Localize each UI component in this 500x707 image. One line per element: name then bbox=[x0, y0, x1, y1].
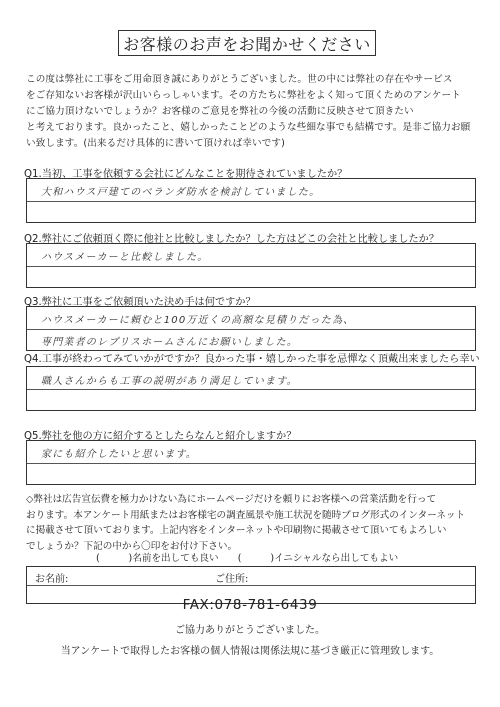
intro-line: をご存知ないお客様が沢山いらっしゃいます。その方たちに弊社をよく知って頂くためのアンケート bbox=[26, 90, 461, 101]
answer-box-2 bbox=[26, 243, 476, 288]
intro-line: この度は弊社に工事をご用命頂き誠にありがとうございました。世の中には弊社の存在やサービス bbox=[26, 74, 453, 85]
intro-line: にご協力頂けないでしょうか？お客様のご意見を弊社の今後の活動に反映させて頂きたい bbox=[26, 106, 414, 117]
notice-line: おります。本アンケート用紙またはお客様宅の調査風景や施工状況を随時ブログ形式のインターネット bbox=[26, 509, 466, 521]
question-3: Q3.弊社に工事をご依頼頂いた決め手は何ですか？ bbox=[24, 297, 256, 308]
notice-line: に掲載させて頂いております。上記内容をインターネットや印刷物に掲載させて頂いてもよろしい bbox=[26, 525, 447, 536]
intro-line: い致します。(出来るだけ具体的に書いて頂ければ幸いです) bbox=[26, 138, 285, 149]
thanks-text: ご協力ありがとうございました。 bbox=[175, 625, 325, 636]
name-label: お名前: bbox=[35, 574, 69, 585]
answer-box-1 bbox=[26, 178, 476, 223]
privacy-text: 当アンケートで取得したお客様の個人情報は関係法規に基づき厳正に管理致します。 bbox=[60, 646, 440, 657]
answer-box-5 bbox=[26, 440, 476, 485]
handwritten-answer: 専門業者のレプリスホームさんにお願いしました。 bbox=[41, 337, 298, 348]
handwritten-answer: ハウスメーカーに頼むと100万近くの高額な見積りだった為、 bbox=[41, 315, 355, 326]
notice-line: ◇弊社は広告宣伝費を極力かけない為にホームページだけを頼りにお客様への営業活動を行って bbox=[26, 494, 437, 505]
intro-text bbox=[26, 72, 476, 152]
question-5: Q5.弊社を他の方に紹介するとしたらなんと紹介しますか？ bbox=[24, 431, 297, 442]
question-4: Q4.工事が終わってみていかがですか？良かった事・嬉しかった事を忌憚なく頂戴出来ましたら幸い bbox=[24, 354, 480, 365]
answer-box-3 bbox=[26, 306, 476, 351]
answer-rule bbox=[27, 389, 475, 390]
handwritten-answer: 家にも紹介したいと思います。 bbox=[41, 449, 197, 460]
consent-options[interactable]: ( )名前を出しても良い ( )イニシャルなら出してもよい bbox=[96, 553, 399, 564]
page-title: お客様のお声をお聞かせください bbox=[118, 30, 376, 56]
answer-rule bbox=[27, 201, 475, 202]
handwritten-answer: 大和ハウス戸建てのベランダ防水を検討していました。 bbox=[41, 187, 321, 198]
address-label: ご住所: bbox=[215, 574, 249, 585]
form-rule bbox=[27, 585, 475, 586]
answer-box-4 bbox=[26, 366, 476, 411]
answer-rule bbox=[27, 266, 475, 267]
answer-rule bbox=[27, 463, 475, 464]
handwritten-answer: ハウスメーカーと比較しました。 bbox=[41, 252, 209, 263]
publication-notice bbox=[26, 492, 476, 554]
fax-number: FAX:078-781-6439 bbox=[182, 597, 318, 613]
answer-rule bbox=[27, 329, 475, 330]
notice-line: でしょうか？下記の中から〇印をお付け下さい。 bbox=[26, 540, 238, 552]
handwritten-answer: 職人さんからも工事の説明があり満足しています。 bbox=[41, 376, 298, 387]
intro-line: と考えております。良かったこと、嬉しかったことどのような些細な事でも結構です。是非ご協力お願 bbox=[26, 122, 471, 133]
question-2: Q2.弊社にご依頼頂く際に他社と比較しましたか？した方はどこの会社と比較しましたか？ bbox=[24, 234, 440, 245]
question-1: Q1.当初、工事を依頼する会社にどんなことを期待されていましたか？ bbox=[24, 169, 348, 180]
